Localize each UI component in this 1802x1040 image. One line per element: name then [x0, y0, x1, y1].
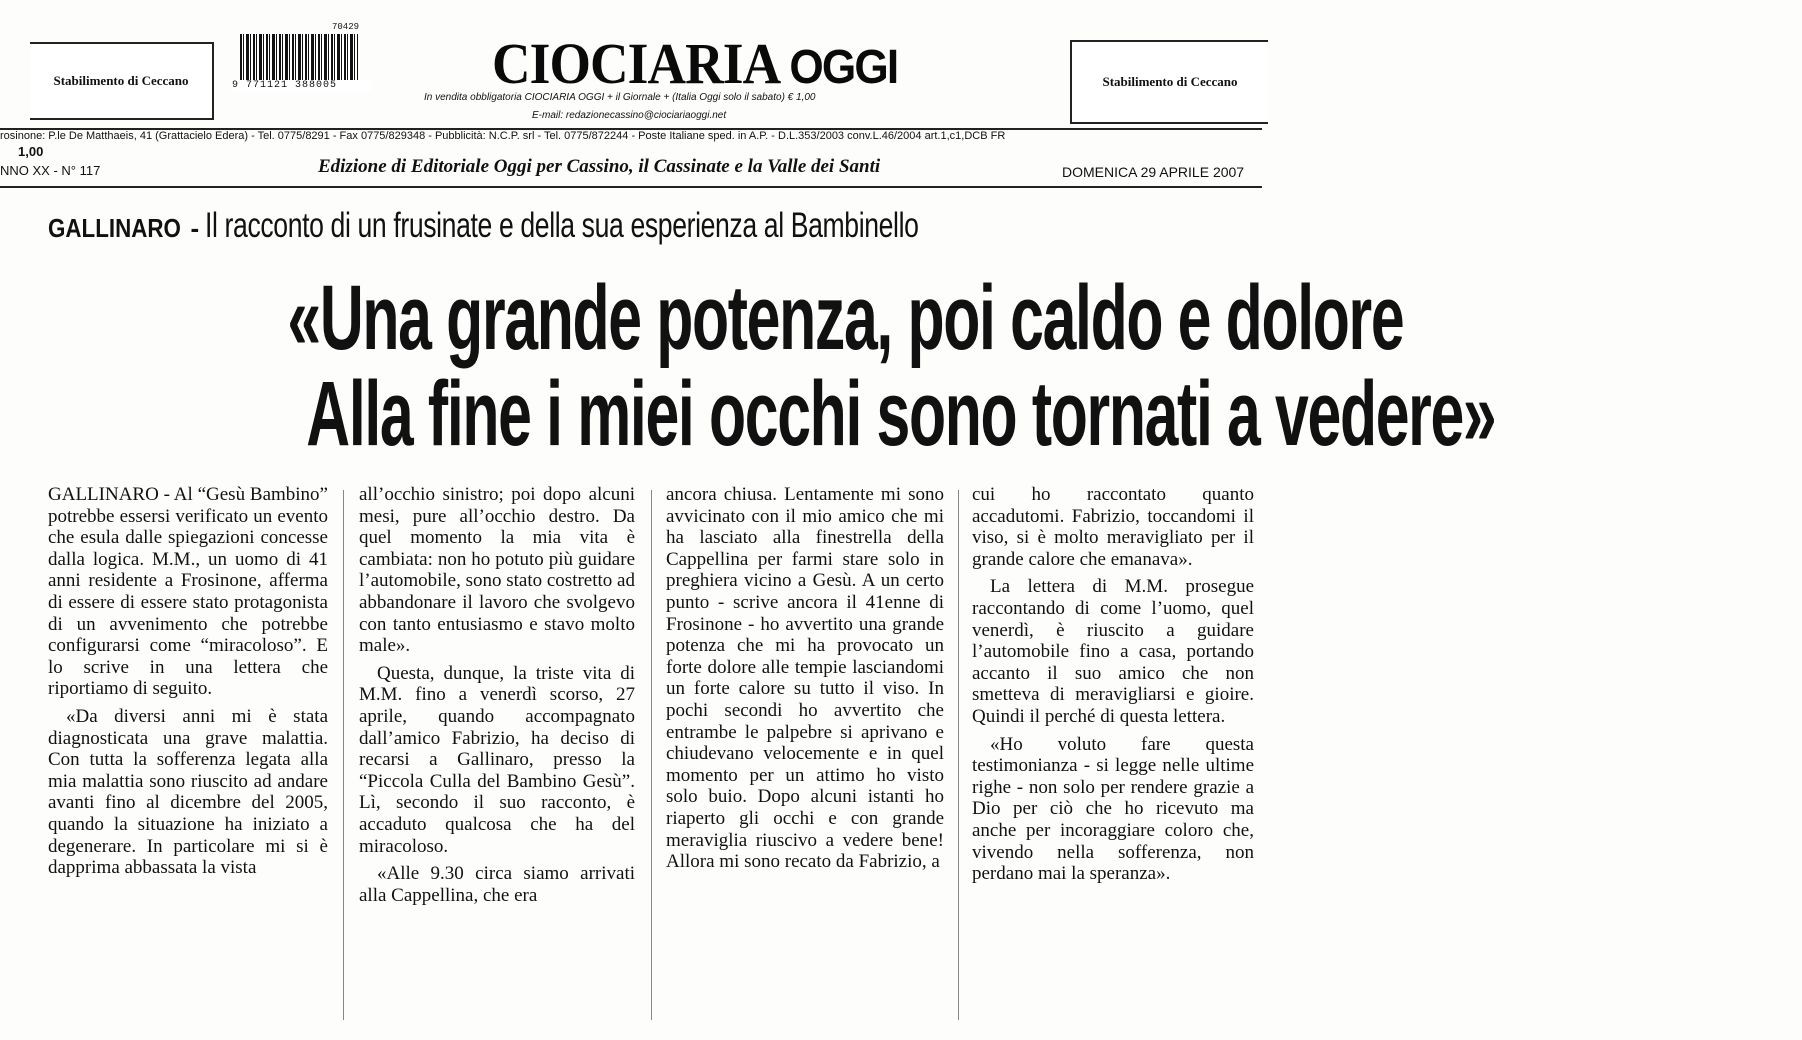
article-paragraph: Questa, dunque, la triste vita di M.M. fino a venerdì scorso, 27 aprile, quando accompagnato dall’amico Fabrizio, ha deciso di recarsi a Gallinaro, presso la “Piccola Culla del Bambino Gesù”. Lì, secondo il suo racconto, è accaduto qualcosa che ha del miracoloso.	[359, 662, 635, 857]
article-paragraph: La lettera di M.M. prosegue raccontando di come l’uomo, quel venerdì, è riuscito a guidare l’automobile fino a casa, portando accanto il suo amico che non smetteva di meravigliarsi e gioire. Quindi il perché di questa lettera.	[972, 576, 1254, 727]
issue-date: DOMENICA 29 APRILE 2007	[1062, 164, 1245, 180]
issue-number: NNO XX - N° 117	[0, 163, 101, 178]
kicker-separator: -	[190, 213, 200, 243]
column-rule	[958, 490, 959, 1020]
stabilimento-right-label: Stabilimento di Ceccano	[1102, 74, 1238, 89]
edition-line: Edizione di Editoriale Oggi per Cassino, il Cassinate e la Valle dei Santi	[318, 156, 881, 177]
article-paragraph: cui ho raccontato quanto accadutomi. Fabrizio, toccandomi il viso, si è molto meravigliato per il grande calore che emanava».	[972, 484, 1254, 570]
kicker-text: Il racconto di un frusinate e della sua esperienza al Bambinello	[205, 206, 919, 245]
stabilimento-box-left	[30, 42, 214, 120]
barcode-number: 9 771121 388005	[232, 80, 372, 91]
stabilimento-box-right	[1070, 40, 1268, 124]
article-column-2	[359, 484, 635, 1029]
article-paragraph: «Alle 9.30 circa siamo arrivati alla Cappellina, che era	[359, 863, 635, 906]
address-line: rosinone: P.le De Matthaeis, 41 (Grattacielo Edera) - Tel. 0775/8291 - Fax 0775/829348 - Pubblicità: N.C.P. srl - Tel. 0775/872244 - Poste Italiane sped. in A.P. - D.L.353/2003 conv.L.46/2004 art.1,c1,DCB FR	[0, 130, 1006, 142]
article-column-1	[48, 484, 328, 1029]
article-column-4	[972, 484, 1254, 1029]
barcode-small-number: 70429	[332, 22, 360, 32]
article-paragraph: «Da diversi anni mi è stata diagnosticata una grave malattia. Con tutta la sofferenza legata alla mia malattia sono riuscito ad andare avanti fino al dicembre del 2005, quando la situazione ha iniziato a degenerare. In particolare mi si è dapprima abbassata la vista	[48, 705, 328, 879]
headline-line-1-text: «Una grande potenza, poi caldo e dolore	[287, 267, 1404, 369]
masthead-divider-bottom	[0, 186, 1262, 188]
column-rule	[343, 490, 344, 1020]
headline-line-1	[0, 267, 1404, 369]
article-paragraph: «Ho voluto fare questa testimonianza - si legge nelle ultime righe - non solo per rendere grazie a Dio per ciò che ho ricevuto ma anche per incoraggiare coloro che, vivendo nella sofferenza, non perdano mai la speranza».	[972, 733, 1254, 885]
article-paragraph: GALLINARO - Al “Gesù Bambino” potrebbe essersi verificato un evento che esula dalle spiegazioni concesse dalla logica. M.M., un uomo di 41 anni residente a Frosinone, afferma di essere di essere stato protagonista di un avvenimento che potrebbe configurarsi come “miracoloso”. E lo scrive in una lettera che riportiamo di seguito.	[48, 484, 328, 700]
email-line: E-mail: redazionecassino@ciociariaoggi.net	[532, 110, 727, 121]
logo-main: CIOCIARIA	[492, 31, 781, 96]
sales-line: In vendita obbligatoria CIOCIARIA OGGI + il Giornale + (Italia Oggi solo il sabato) € 1,00	[424, 92, 816, 103]
stabilimento-left-label: Stabilimento di Ceccano	[53, 73, 189, 88]
article-column-3	[666, 484, 944, 1029]
article-paragraph: ancora chiusa. Lentamente mi sono avvicinato con il mio amico che mi ha lasciato alla finestrella della Cappellina per farmi stare solo in preghiera vicino a Gesù. A un certo punto - scrive ancora il 41enne di Frosinone - ho avvertito una grande potenza che mi ha provocato un forte dolore alle tempie lasciandomi un forte calore su tutto il viso. In pochi secondi ho avvertito che entrambe le palpebre si aprivano e chiudevano velocemente e in quel momento per un attimo ho visto solo buio. Dopo alcuni istanti ho riaperto gli occhi e con grande meraviglia riuscivo a vedere bene! Allora mi sono recato da Fabrizio, a	[666, 484, 944, 873]
logo-oggi: OGGI	[789, 41, 898, 94]
article-kicker	[48, 206, 1144, 246]
newspaper-logo	[492, 31, 898, 98]
article-paragraph: all’occhio sinistro; poi dopo alcuni mesi, pure all’occhio destro. Da quel momento la mia vita è cambiata: non ho potuto più guidare l’automobile, sono stato costretto ad abbandonare il lavoro che svolgevo con tanto entusiasmo e stavo molto male».	[359, 484, 635, 657]
headline-line-2	[0, 363, 1496, 465]
price: 1,00	[18, 144, 44, 159]
column-rule	[651, 490, 652, 1020]
kicker-location: GALLINARO	[48, 213, 181, 243]
headline-line-2-text: Alla fine i miei occhi sono tornati a vedere»	[306, 363, 1496, 465]
